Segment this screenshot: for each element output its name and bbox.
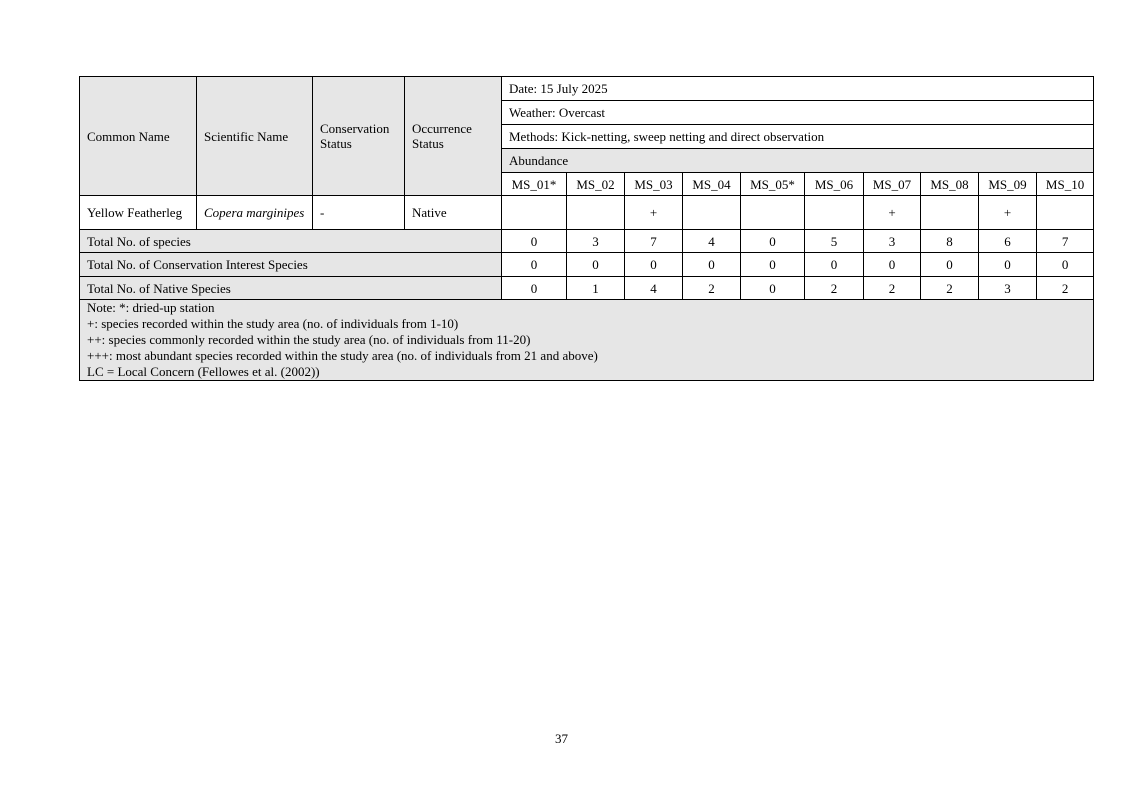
station-header: MS_02 — [567, 173, 625, 196]
abundance-cell — [1037, 196, 1094, 230]
total-label: Total No. of Conservation Interest Species — [80, 253, 502, 277]
header-occurrence-status: Occurrence Status — [405, 77, 502, 196]
total-value: 0 — [567, 253, 625, 277]
total-value: 0 — [921, 253, 979, 277]
total-value: 2 — [683, 277, 741, 300]
abundance-cell — [805, 196, 864, 230]
total-value: 4 — [683, 230, 741, 253]
total-label: Total No. of species — [80, 230, 502, 253]
notes-cell — [80, 300, 1094, 381]
total-species-row — [80, 230, 1094, 253]
note-line: +++: most abundant species recorded within the study area (no. of individuals from 21 and above) — [87, 348, 598, 363]
total-value: 0 — [741, 253, 805, 277]
abundance-cell — [502, 196, 567, 230]
note-line: ++: species commonly recorded within the study area (no. of individuals from 11-20) — [87, 332, 531, 347]
total-value: 7 — [1037, 230, 1094, 253]
station-header: MS_01* — [502, 173, 567, 196]
abundance-cell — [741, 196, 805, 230]
total-value: 0 — [1037, 253, 1094, 277]
total-label: Total No. of Native Species — [80, 277, 502, 300]
note-line: Note: *: dried-up station — [87, 300, 215, 315]
survey-table — [79, 76, 1094, 381]
total-value: 0 — [502, 230, 567, 253]
total-value: 2 — [921, 277, 979, 300]
abundance-cell — [683, 196, 741, 230]
total-value: 8 — [921, 230, 979, 253]
total-value: 0 — [805, 253, 864, 277]
total-value: 0 — [741, 277, 805, 300]
total-value: 0 — [864, 253, 921, 277]
note-line: LC = Local Concern (Fellowes et al. (2002)) — [87, 364, 320, 379]
total-conservation-row — [80, 253, 1094, 277]
station-header: MS_07 — [864, 173, 921, 196]
total-value: 0 — [979, 253, 1037, 277]
note-line: +: species recorded within the study area (no. of individuals from 1-10) — [87, 316, 459, 331]
species-scientific-name: Copera marginipes — [197, 196, 313, 230]
station-header: MS_10 — [1037, 173, 1094, 196]
header-abundance: Abundance — [502, 149, 1094, 173]
header-scientific-name: Scientific Name — [197, 77, 313, 196]
total-value: 0 — [741, 230, 805, 253]
total-value: 0 — [625, 253, 683, 277]
total-value: 3 — [567, 230, 625, 253]
species-occurrence-status: Native — [405, 196, 502, 230]
page-number: 37 — [555, 731, 568, 746]
notes-row — [80, 300, 1094, 381]
total-value: 6 — [979, 230, 1037, 253]
total-value: 5 — [805, 230, 864, 253]
total-value: 1 — [567, 277, 625, 300]
total-value: 3 — [864, 230, 921, 253]
abundance-cell: + — [979, 196, 1037, 230]
header-date: Date: 15 July 2025 — [502, 77, 1094, 101]
total-value: 0 — [502, 277, 567, 300]
header-weather: Weather: Overcast — [502, 101, 1094, 125]
abundance-cell: + — [864, 196, 921, 230]
abundance-cell: + — [625, 196, 683, 230]
header-common-name: Common Name — [80, 77, 197, 196]
station-header: MS_09 — [979, 173, 1037, 196]
total-value: 4 — [625, 277, 683, 300]
header-methods: Methods: Kick-netting, sweep netting and direct observation — [502, 125, 1094, 149]
total-value: 3 — [979, 277, 1037, 300]
species-conservation-status: - — [313, 196, 405, 230]
station-header: MS_08 — [921, 173, 979, 196]
total-value: 0 — [502, 253, 567, 277]
total-value: 0 — [683, 253, 741, 277]
station-header: MS_04 — [683, 173, 741, 196]
station-header: MS_05* — [741, 173, 805, 196]
total-native-row — [80, 277, 1094, 300]
header-conservation-status: Conservation Status — [313, 77, 405, 196]
species-row — [80, 196, 1094, 230]
total-value: 2 — [1037, 277, 1094, 300]
abundance-cell — [921, 196, 979, 230]
total-value: 2 — [864, 277, 921, 300]
station-header: MS_06 — [805, 173, 864, 196]
total-value: 2 — [805, 277, 864, 300]
total-value: 7 — [625, 230, 683, 253]
species-common-name: Yellow Featherleg — [80, 196, 197, 230]
abundance-cell — [567, 196, 625, 230]
station-header: MS_03 — [625, 173, 683, 196]
